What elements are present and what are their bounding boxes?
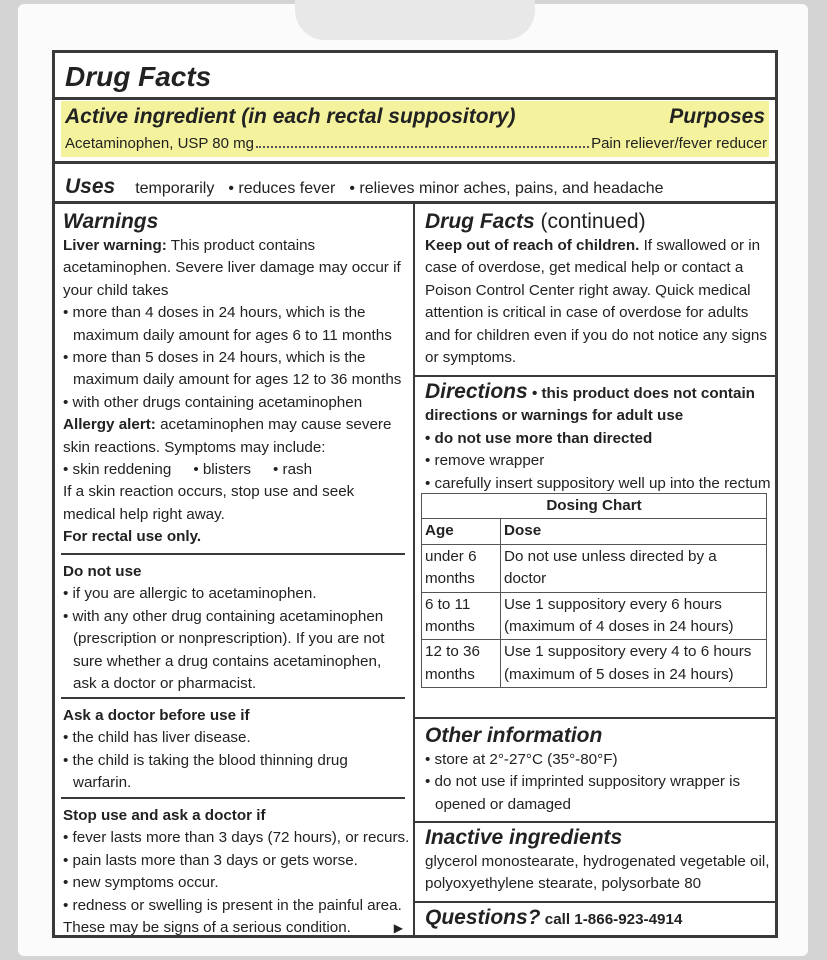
stop-use-heading: Stop use and ask a doctor if [63, 807, 266, 824]
divider [415, 901, 775, 903]
dosing-chart-header-row [422, 519, 767, 544]
uses-heading: Uses [65, 175, 116, 198]
do-not-use-item: • with any other drug containing acetaminophen (prescription or nonprescription). If you are not sure whether a drug contains acetaminophen, ask a doctor or pharmacist. [63, 606, 403, 696]
rectal-use-only: For rectal use only. [63, 528, 202, 546]
uses-item: • reduces fever [228, 180, 336, 197]
other-info-section [425, 723, 773, 816]
drug-facts-panel [52, 50, 778, 938]
divider [55, 161, 775, 164]
allergy-symptom: • rash [272, 461, 313, 479]
allergy-symptoms [63, 459, 403, 481]
directions-header [425, 379, 773, 428]
continued-title: Drug Facts [425, 210, 535, 233]
other-info-heading: Other information [425, 724, 603, 747]
dosing-dose-cell: Do not use unless directed by a doctor [501, 544, 767, 592]
ask-doctor-item: • the child has liver disease. [63, 727, 403, 749]
ask-doctor-item: • the child is taking the blood thinning drug warfarin. [63, 750, 403, 795]
stop-use-section [63, 805, 410, 939]
dosing-age-cell: 12 to 36 months [422, 640, 501, 688]
keep-out-label: Keep out of reach of children. [425, 237, 640, 254]
dosing-col-dose: Dose [501, 519, 767, 544]
dosing-col-age: Age [422, 519, 501, 544]
allergy-alert [63, 414, 403, 459]
divider [61, 697, 405, 699]
dosing-dose-cell: Use 1 suppository every 6 hours (maximum of 4 doses in 24 hours) [501, 592, 767, 640]
table-row [422, 592, 767, 640]
other-info-item: • do not use if imprinted suppository wrapper is opened or damaged [425, 771, 773, 816]
continued-section [425, 209, 773, 369]
do-not-use-section [63, 561, 403, 695]
questions-section [425, 905, 773, 931]
dosing-chart-title-row [422, 494, 767, 519]
directions-heading: Directions [425, 380, 528, 403]
keep-out-of-reach [425, 235, 773, 369]
table-row [422, 544, 767, 592]
allergy-symptom: • skin reddening [63, 461, 172, 479]
inactive-section [425, 825, 773, 896]
ask-doctor-section [63, 705, 403, 795]
dosing-chart-title: Dosing Chart [422, 494, 767, 519]
divider [61, 797, 405, 799]
stop-use-footer [63, 917, 403, 939]
dosing-age-cell: 6 to 11 months [422, 592, 501, 640]
package-tab-notch [295, 0, 535, 40]
directions-note: • this product does not contain directions or warnings for adult use [425, 385, 755, 425]
stop-use-item: • pain lasts more than 3 days or gets worse. [63, 850, 403, 872]
allergy-alert-label: Allergy alert: [63, 416, 156, 434]
ingredient-name: Acetaminophen, USP 80 mg [65, 135, 255, 152]
continue-arrow-icon: ▶ [393, 921, 403, 936]
uses-item: • relieves minor aches, pains, and headache [349, 180, 664, 197]
dosing-dose-cell: Use 1 suppository every 4 to 6 hours (maximum of 5 doses in 24 hours) [501, 640, 767, 688]
leader-dots [256, 146, 589, 148]
directions-bold-item: • do not use more than directed [425, 428, 773, 450]
directions-item: • remove wrapper [425, 450, 773, 472]
divider [415, 821, 775, 823]
divider [61, 553, 405, 555]
liver-bullet: • with other drugs containing acetaminophen [63, 392, 403, 414]
liver-bullet: • more than 4 doses in 24 hours, which is the maximum daily amount for ages 6 to 11 months [63, 302, 403, 347]
stop-use-item: • new symptoms occur. [63, 872, 403, 894]
divider [55, 97, 775, 100]
continued-suffix: (continued) [540, 210, 646, 233]
stop-use-item: • fever lasts more than 3 days (72 hours), or recurs. [63, 827, 403, 849]
divider [55, 201, 775, 204]
drug-facts-title: Drug Facts [65, 61, 212, 92]
uses-row [65, 175, 771, 199]
continued-heading [425, 209, 773, 235]
liver-warning-text: This product contains acetaminophen. Severe liver damage may occur if your child takes [63, 237, 401, 299]
allergy-alert-text: acetaminophen may cause severe skin reactions. Symptoms may include: [63, 416, 392, 456]
do-not-use-item: • if you are allergic to acetaminophen. [63, 583, 403, 605]
allergy-after-text: If a skin reaction occurs, stop use and seek medical help right away. [63, 483, 355, 523]
directions-item: • carefully insert suppository well up into the rectum [425, 473, 773, 495]
active-ingredient-line [65, 135, 767, 152]
keep-out-text: If swallowed or in case of overdose, get medical help or contact a Poison Control Center right away. Quick medical attention is critical in case of overdose for adults and for children even if you do not notice any signs or symptoms. [425, 237, 767, 367]
dosing-age-cell: under 6 months [422, 544, 501, 592]
dosing-chart [421, 493, 767, 688]
do-not-use-heading: Do not use [63, 563, 142, 580]
liver-warning-label: Liver warning: [63, 237, 167, 254]
warnings-heading: Warnings [63, 210, 159, 233]
questions-heading: Questions? [425, 906, 541, 929]
divider [415, 717, 775, 719]
uses-item: temporarily [135, 180, 215, 197]
stop-use-after-text: These may be signs of a serious condition. [63, 919, 351, 937]
liver-warning [63, 235, 403, 302]
table-row [422, 640, 767, 688]
stop-use-item: • redness or swelling is present in the painful area. [63, 895, 403, 917]
purposes-heading: Purposes [669, 105, 765, 128]
ask-doctor-heading: Ask a doctor before use if [63, 707, 250, 724]
column-divider [413, 201, 415, 935]
questions-phone: call 1-866-923-4914 [544, 911, 683, 928]
directions-section [425, 379, 773, 495]
warnings-section [63, 209, 403, 549]
liver-bullet: • more than 5 doses in 24 hours, which is the maximum daily amount for ages 12 to 36 months [63, 347, 403, 392]
other-info-item: • store at 2°-27°C (35°-80°F) [425, 749, 773, 771]
allergy-symptom: • blisters [193, 461, 251, 479]
divider [415, 375, 775, 377]
active-ingredient-heading: Active ingredient (in each rectal suppository) [65, 105, 516, 128]
inactive-text: glycerol monostearate, hydrogenated vegetable oil, polyoxyethylene stearate, polysorbate 80 [425, 853, 770, 893]
ingredient-purpose: Pain reliever/fever reducer [591, 135, 767, 152]
inactive-heading: Inactive ingredients [425, 826, 623, 849]
